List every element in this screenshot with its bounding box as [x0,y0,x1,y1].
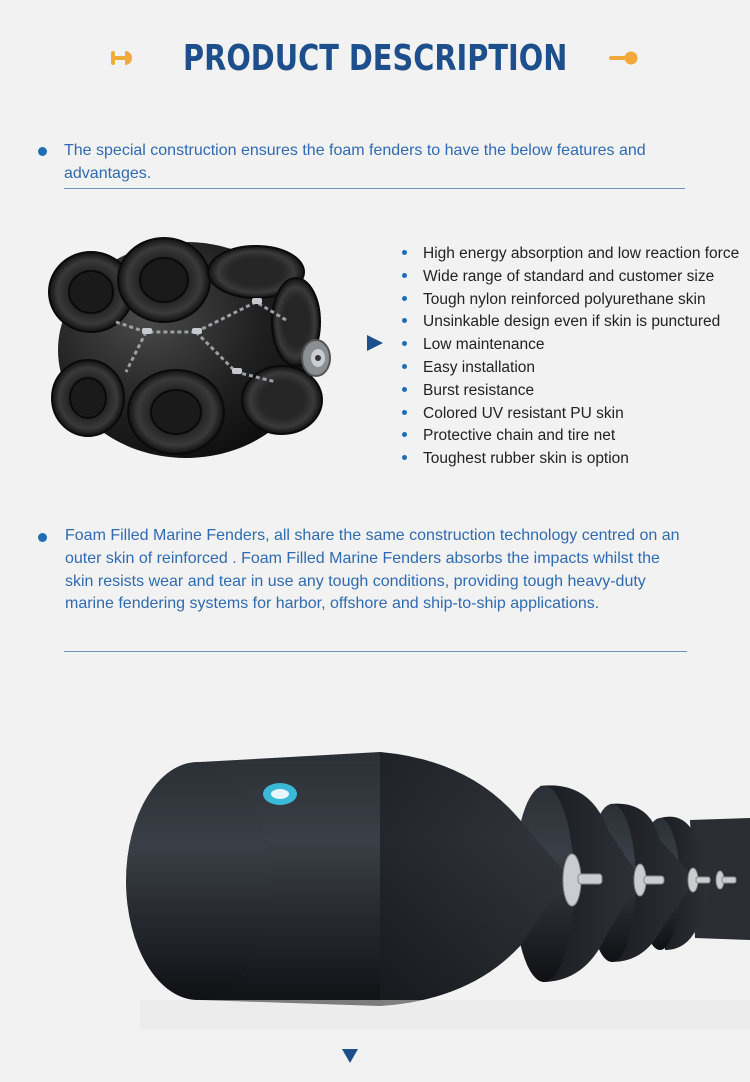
bullet-dot [402,341,407,346]
construction-paragraph [38,525,688,616]
feature-text: Unsinkable design even if skin is punctured [423,313,721,331]
feature-list [402,243,739,471]
triangle-down-icon [341,1048,359,1064]
feature-text: Burst resistance [423,381,535,399]
bullet-dot [402,364,407,369]
bullet-dot [402,432,407,437]
bullet-dot [402,455,407,460]
divider [64,651,687,652]
construction-text: Foam Filled Marine Fenders, all share the same construction technology centred on an outer skin of reinforced . Foam Filled Marine Fenders absorbs the impacts whilst the skin resists wear and tear in use any tough conditions, providing tough heavy-duty marine fendering systems for harbor, offshore and ship-to-ship applications. [65,527,680,613]
foam-fender-with-tire-net-image [46,232,336,462]
bullet-dot [402,318,407,323]
triangle-right-icon [366,334,384,352]
bullet-dot [402,387,407,392]
intro-paragraph [38,139,688,185]
bullet-dot [402,250,407,255]
feature-text: High energy absorption and low reaction force [423,245,740,262]
list-item [402,266,739,289]
foam-fenders-row-image [0,700,750,1030]
feature-text: Low maintenance [423,336,545,354]
list-item [402,243,739,266]
bullet-dot [402,410,407,415]
list-item [402,311,739,334]
list-item [402,448,739,471]
list-item [402,357,739,380]
section-header [0,30,750,86]
intro-text: The special construction ensures the foam fenders to have the below features and advantages. [64,142,646,182]
bullet-dot [38,533,47,542]
list-item [402,334,739,357]
list-item [402,425,739,448]
feature-text: Toughest rubber skin is option [423,450,629,468]
arrow-right-icon [111,51,141,65]
feature-text: Wide range of standard and customer size [423,267,715,285]
bullet-dot [402,273,407,278]
feature-text: Colored UV resistant PU skin [423,404,624,422]
arrow-right-icon [609,51,639,65]
list-item [402,403,739,426]
bullet-dot [38,147,47,156]
bullet-dot [402,296,407,301]
feature-text: Protective chain and tire net [423,427,616,445]
feature-text: Easy installation [423,358,536,376]
list-item [402,289,739,312]
page-title: PRODUCT DESCRIPTION [182,37,568,79]
list-item [402,380,739,403]
divider [64,188,685,189]
feature-text: Tough nylon reinforced polyurethane skin [423,290,706,308]
